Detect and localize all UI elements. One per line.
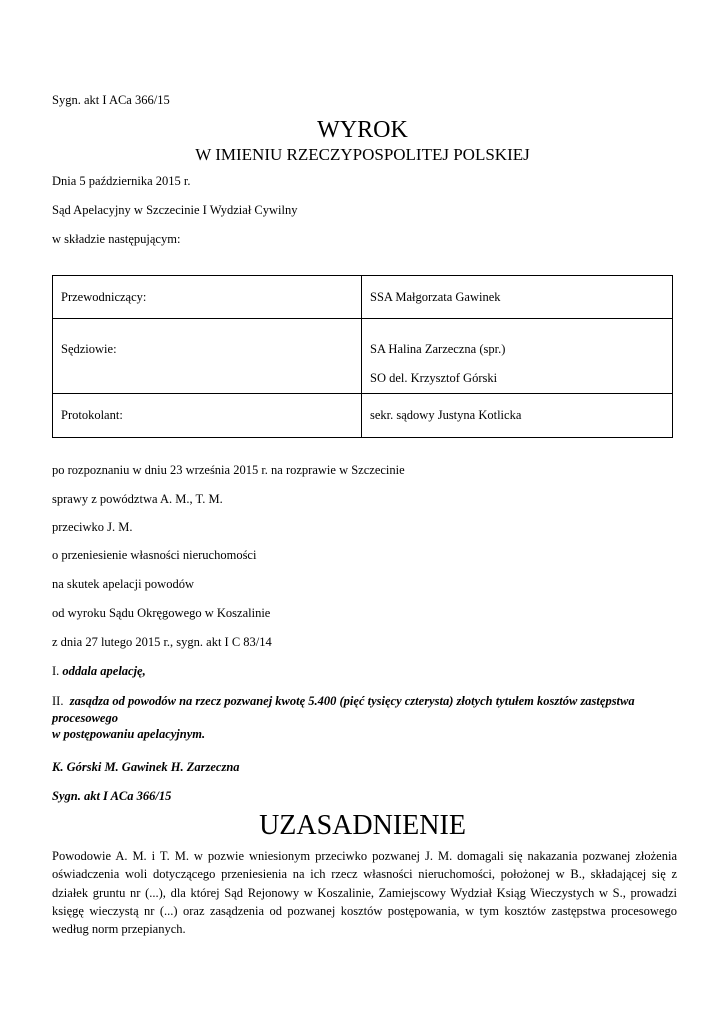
judge-2-name: SO del. Krzysztof Górski xyxy=(370,371,498,385)
ruling-point-1-text: oddala apelację, xyxy=(62,664,146,678)
proceedings-line-7: z dnia 27 lutego 2015 r., sygn. akt I C 83/14 xyxy=(52,635,272,649)
case-reference-2: Sygn. akt I ACa 366/15 xyxy=(52,789,172,803)
ruling-point-2-number: II. xyxy=(52,694,64,708)
composition-intro: w składzie następującym: xyxy=(52,232,181,246)
judges-label: Sędziowie: xyxy=(61,342,117,356)
presiding-label: Przewodniczący: xyxy=(61,290,147,304)
ruling-point-2-text: zasądza od powodów na rzecz pozwanej kwotę 5.400 (pięć tysięcy czterysta) złotych tytułem kosztów zastępstwa procesowego xyxy=(52,694,635,725)
judge-1-name: SA Halina Zarzeczna (spr.) xyxy=(370,342,506,356)
table-row xyxy=(53,276,673,319)
ruling-point-2 xyxy=(52,693,677,743)
clerk-label: Protokolant: xyxy=(61,408,123,422)
bench-table xyxy=(52,275,673,438)
judgment-date: Dnia 5 października 2015 r. xyxy=(52,174,191,188)
judgment-subtitle: W IMIENIU RZECZYPOSPOLITEJ POLSKIEJ xyxy=(195,145,530,164)
proceedings-line-4: o przeniesienie własności nieruchomości xyxy=(52,548,257,562)
court-name: Sąd Apelacyjny w Szczecinie I Wydział Cywilny xyxy=(52,203,298,217)
proceedings-line-5: na skutek apelacji powodów xyxy=(52,577,194,591)
judgment-title: WYROK xyxy=(317,117,408,143)
justification-paragraph: Powodowie A. M. i T. M. w pozwie wniesionym przeciwko pozwanej J. M. domagali się nakazania pozwanej złożenia oświadczenia woli dotyczącego przeniesienia na ich rzecz własności nieruchomości, położonej w B., składającej się z działek gruntu nr (...), dla której Sąd Rejonowy w Koszalinie, Zamiejscowy Wydział Ksiąg Wieczystych w S., prowadzi księgę wieczystą nr (...) oraz zasądzenia od pozwanej kosztów postępowania, w tym kosztów zastępstwa procesowego według norm przepianych. xyxy=(52,849,677,937)
ruling-point-1 xyxy=(52,663,146,679)
proceedings-line-1: po rozpoznaniu w dniu 23 września 2015 r. na rozprawie w Szczecinie xyxy=(52,463,405,477)
case-reference: Sygn. akt I ACa 366/15 xyxy=(52,93,170,107)
ruling-point-1-number: I. xyxy=(52,664,60,678)
proceedings-line-6: od wyroku Sądu Okręgowego w Koszalinie xyxy=(52,606,271,620)
table-row xyxy=(53,319,673,394)
ruling-point-2-text-continued: w postępowaniu apelacyjnym. xyxy=(52,727,206,741)
proceedings-line-2: sprawy z powództwa A. M., T. M. xyxy=(52,492,223,506)
clerk-name: sekr. sądowy Justyna Kotlicka xyxy=(370,408,522,422)
proceedings-line-3: przeciwko J. M. xyxy=(52,520,133,534)
judge-signatures: K. Górski M. Gawinek H. Zarzeczna xyxy=(52,760,240,774)
presiding-name: SSA Małgorzata Gawinek xyxy=(370,290,501,304)
table-row xyxy=(53,394,673,438)
justification-title: UZASADNIENIE xyxy=(259,810,466,841)
